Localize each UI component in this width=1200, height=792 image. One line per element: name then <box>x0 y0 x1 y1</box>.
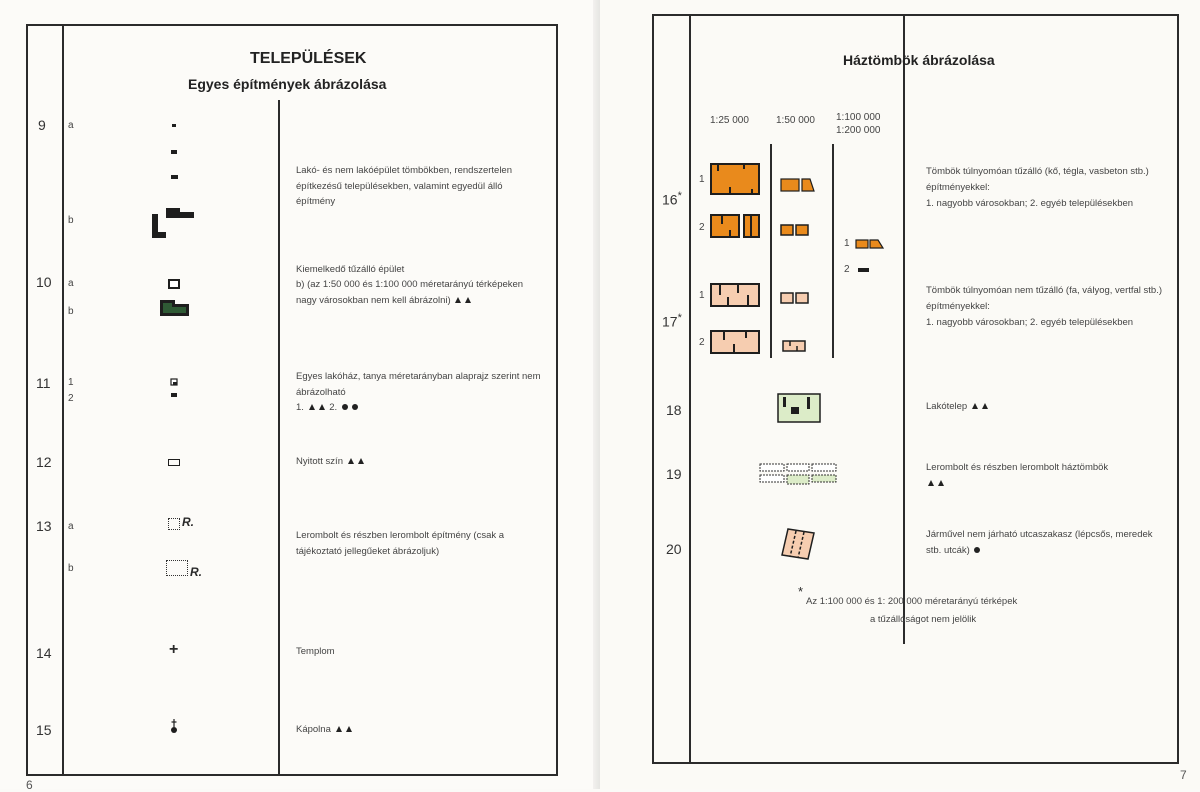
scale-divider <box>770 144 772 358</box>
row-sub-label: 1 <box>68 377 74 388</box>
page-subtitle: Egyes építmények ábrázolása <box>188 76 387 92</box>
row-sub-label: a <box>68 278 74 289</box>
ruin-mark: R. <box>190 565 202 579</box>
row-number: 17* <box>662 312 682 330</box>
row-sub-label: 2 <box>68 393 74 404</box>
row-description: Kiemelkedő tűzálló épület <box>296 264 405 275</box>
block-symbol <box>858 268 869 272</box>
ruined-blocks-symbol <box>759 462 839 488</box>
house-symbol <box>170 378 178 386</box>
row-description: Tömbök túlnyomóan nem tűzálló (fa, vályog, vertfal stb.) építményekkel: <box>926 285 1163 312</box>
row-description: Lerombolt és részben lerombolt háztömbök <box>926 462 1109 473</box>
row-number: 14 <box>36 645 52 661</box>
building-symbol <box>171 150 177 154</box>
row-number: 18 <box>666 402 682 418</box>
scale-divider <box>832 144 834 358</box>
page-title: TELEPÜLÉSEK <box>250 50 367 67</box>
row-sub-label: 2 <box>699 337 705 348</box>
church-icon: + <box>169 641 179 658</box>
row-description: Járművel nem járható utcaszakasz (lépcsős, meredek stb. utcák) <box>926 529 1153 556</box>
row-sub-label: a <box>68 120 74 131</box>
fireproof-block-symbol <box>710 214 760 238</box>
footnote-text: a tűzállóságot nem jelölik <box>870 614 977 625</box>
row-number: 16* <box>662 190 682 208</box>
row-number: 13 <box>36 518 52 534</box>
scale-label: 1:50 000 <box>776 115 815 126</box>
scale-label: 1:100 000 <box>836 112 881 123</box>
nonfireproof-block-symbol <box>710 330 760 354</box>
row-number: 10 <box>36 274 52 290</box>
row-description: b) (az 1:50 000 és 1:100 000 méretarányú térképeken nagy városokban nem kell ábrázolni) <box>296 279 524 306</box>
row-description: Lerombolt és részben lerombolt építmény (csak a tájékoztató jellegűeket ábrázoljuk) <box>296 530 505 557</box>
scale-variant-label: 2 <box>844 264 850 275</box>
row-sub-label: 2 <box>699 222 705 233</box>
row-number: 9 <box>38 117 46 133</box>
row-description: Kápolna <box>296 722 354 738</box>
page-number: 7 <box>1180 768 1187 782</box>
footnote-text: Az 1:100 000 és 1: 200 000 méretarányú térképek <box>806 596 1018 607</box>
fireproof-building-symbol <box>159 299 191 317</box>
row-number: 15 <box>36 722 52 738</box>
scale-label: 1:200 000 <box>836 125 881 136</box>
row-description: Tömbök túlnyomóan tűzálló (kő, tégla, vasbeton stb.) építményekkel: <box>926 166 1149 193</box>
right-table-frame <box>652 14 1179 764</box>
left-table-frame <box>26 24 558 776</box>
scale-label: 1:25 000 <box>710 115 749 126</box>
row-sub-label: 1 <box>699 290 705 301</box>
nonfireproof-block-symbol <box>782 340 806 352</box>
row-description: Egyes lakóház, tanya méretarányban alaprajz szerint nem ábrázolható <box>296 371 541 398</box>
ruin-symbol <box>166 560 188 576</box>
right-page <box>600 0 1200 789</box>
page-number: 6 <box>26 778 33 792</box>
building-block-symbol <box>150 202 198 240</box>
open-shed-symbol <box>168 459 180 466</box>
chapel-icon <box>170 718 178 734</box>
housing-estate-symbol <box>777 393 821 423</box>
footnote-star: * <box>798 584 804 599</box>
row-description: Nyitott szín <box>296 454 366 470</box>
row-number: 12 <box>36 454 52 470</box>
nonfireproof-block-symbol <box>780 292 810 304</box>
fireproof-block-symbol <box>780 224 810 236</box>
left-column-divider-2 <box>278 100 280 774</box>
scale-variant-label: 1 <box>844 238 850 249</box>
row-number: 19 <box>666 466 682 482</box>
left-column-divider-1 <box>62 24 64 774</box>
row-number: 20 <box>666 541 682 557</box>
row-sub-label: b <box>68 563 74 574</box>
right-column-divider-2 <box>903 14 905 644</box>
house-symbol <box>171 393 177 397</box>
ruin-mark: R. <box>182 515 194 529</box>
row-description-marks <box>926 476 946 492</box>
fireproof-block-symbol <box>710 163 760 195</box>
row-number: 11 <box>36 375 51 391</box>
row-description: 1. nagyobb városokban; 2. egyéb településekben <box>926 317 1134 328</box>
row-description: Lakó- és nem lakóépület tömbökben, rendszertelen építkezésű településekben, valamint egyedül álló építmény <box>296 165 512 207</box>
row-description: 1. nagyobb városokban; 2. egyéb településekben <box>926 198 1134 209</box>
row-description: Lakótelep <box>926 399 990 415</box>
fireproof-block-symbol <box>780 178 816 192</box>
row-sub-label: 1 <box>699 174 705 185</box>
row-sub-label: b <box>68 306 74 317</box>
impassable-street-symbol <box>780 527 816 561</box>
row-description: 1. 2. <box>296 400 360 416</box>
building-symbol <box>171 175 178 179</box>
ruin-symbol <box>168 518 180 530</box>
fireproof-building-symbol <box>168 279 180 289</box>
row-sub-label: a <box>68 521 74 532</box>
fireproof-block-symbol <box>855 239 885 249</box>
right-column-divider-1 <box>689 14 691 762</box>
row-description: Templom <box>296 646 335 657</box>
row-sub-label: b <box>68 215 74 226</box>
building-symbol <box>172 124 176 127</box>
nonfireproof-block-symbol <box>710 283 760 307</box>
page-title: Háztömbök ábrázolása <box>843 52 995 68</box>
